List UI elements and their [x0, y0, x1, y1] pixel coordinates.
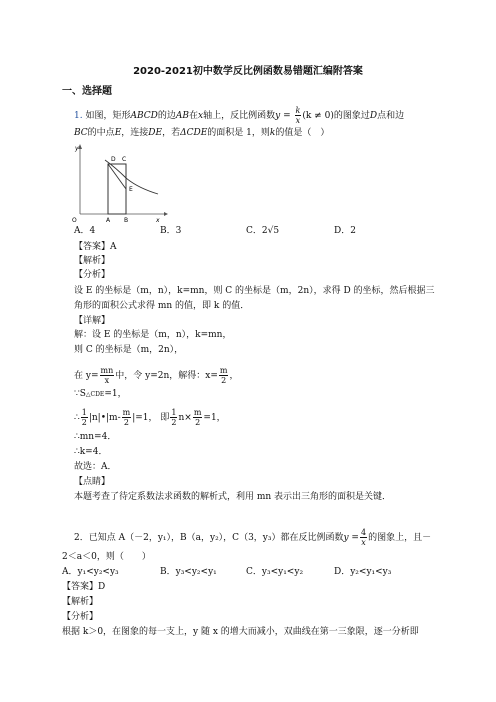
- q1-stem-line2: BC的中点E，连接DE，若ΔCDE的面积是 1，则k的值是（ ）: [74, 128, 330, 138]
- rectangle-abcd: [108, 164, 126, 214]
- page-title: 2020-2021初中数学反比例函数易错题汇编附答案: [133, 66, 363, 77]
- graph-label-o: O: [72, 217, 77, 222]
- q1-answer: 【答案】A: [74, 242, 117, 252]
- q1-option-b: B．3: [160, 226, 182, 236]
- q1-solution-line2: 则 C 的坐标是（m，2n），: [74, 345, 184, 355]
- q2-analysis: 根据 k＞0，在图象的每一支上，y 随 x 的增大而减小，双曲线在第一三象限，逐一分析即: [62, 627, 419, 637]
- q1-solution-line8: 故选：A．: [74, 462, 117, 472]
- q1-analysis-line2: 角形的面积公式求得 mn 的值，即 k 的值．: [74, 301, 250, 311]
- q1-solution-line1: 解：设 E 的坐标是（m，n），k=mn，: [74, 330, 232, 340]
- q1-stem-line1: 1. 如图，矩形ABCD的边AB在x轴上，反比例函数y = $\frac{k}{x}$ (k ≠ 0)的图象过D点和边: [74, 106, 405, 125]
- q2-fenxi-tag: 【分析】: [62, 612, 99, 622]
- q1-solution-line4: ∵S△CDE=1，: [74, 389, 127, 399]
- graph-label-b: B: [124, 217, 129, 222]
- q1-solution-line5: ∴ $\frac{1}{2}$ |n|•|m- $\frac{m}{2}$ |=1， 即 $\frac{1}{2}$ n× $\frac{m}{2}$ =1，: [74, 408, 226, 427]
- q2-option-b: B．y₃<y₂<y₁: [160, 567, 217, 577]
- graph-label-e: E: [129, 186, 133, 193]
- graph-label-y: y: [75, 145, 79, 152]
- graph-label-d: D: [111, 156, 116, 163]
- q1-solution-line6: ∴mn=4．: [74, 432, 117, 442]
- q2-jiexi-tag: 【解析】: [62, 597, 99, 607]
- q1-remark: 本题考查了待定系数法求函数的解析式，利用 mn 表示出三角形的面积是关键．: [74, 492, 392, 502]
- q1-analysis-line1: 设 E 的坐标是（m，n），k=mn，则 C 的坐标是（m，2n），求得 D 的坐标，然后根据三: [74, 286, 435, 296]
- q1-fenxi-tag: 【分析】: [74, 270, 111, 280]
- q2-stem-line2: 2＜a＜0，则（ ）: [62, 552, 151, 562]
- graph-label-c: C: [122, 156, 127, 163]
- segment-de: [108, 164, 126, 189]
- q1-fraction: $\frac{k}{x}$: [295, 106, 301, 125]
- graph-label-a: A: [106, 217, 111, 222]
- q2-option-d: D．y₂<y₁<y₃: [334, 567, 392, 577]
- q1-option-a: A．4: [74, 226, 96, 236]
- q1-option-c: C．2√5: [246, 226, 280, 236]
- q2-option-c: C．y₃<y₁<y₂: [246, 567, 304, 577]
- q2-option-a: A．y₁<y₂<y₃: [62, 567, 119, 577]
- q1-option-d: D．2: [334, 226, 356, 236]
- x-axis-arrow-icon: [164, 212, 168, 216]
- q1-solution-line7: ∴k=4．: [74, 447, 108, 457]
- q2-answer: 【答案】D: [62, 582, 106, 592]
- q2-stem-line1: 2．已知点 A（－2，y₁），B（a，y₂），C（3，y₃）都在反比例函数y = $\frac{4}{x}$ 的图象上，且－: [74, 528, 432, 547]
- q1-xiangjie-tag: 【详解】: [74, 316, 111, 326]
- graph-label-x: x: [156, 217, 160, 222]
- section-heading: 一、选择题: [62, 86, 112, 97]
- q1-dianjing-tag: 【点睛】: [74, 477, 111, 487]
- q1-solution-line3: 在 y= $\frac{mn}{x}$ 中，令 y=2n，解得：x= $\frac{m}{2}$ ，: [74, 366, 239, 385]
- y-axis-arrow-icon: [78, 144, 82, 149]
- q1-number: 1.: [74, 111, 83, 121]
- q1-jiexi-tag: 【解析】: [74, 256, 111, 266]
- q1-graph-figure: [72, 142, 168, 222]
